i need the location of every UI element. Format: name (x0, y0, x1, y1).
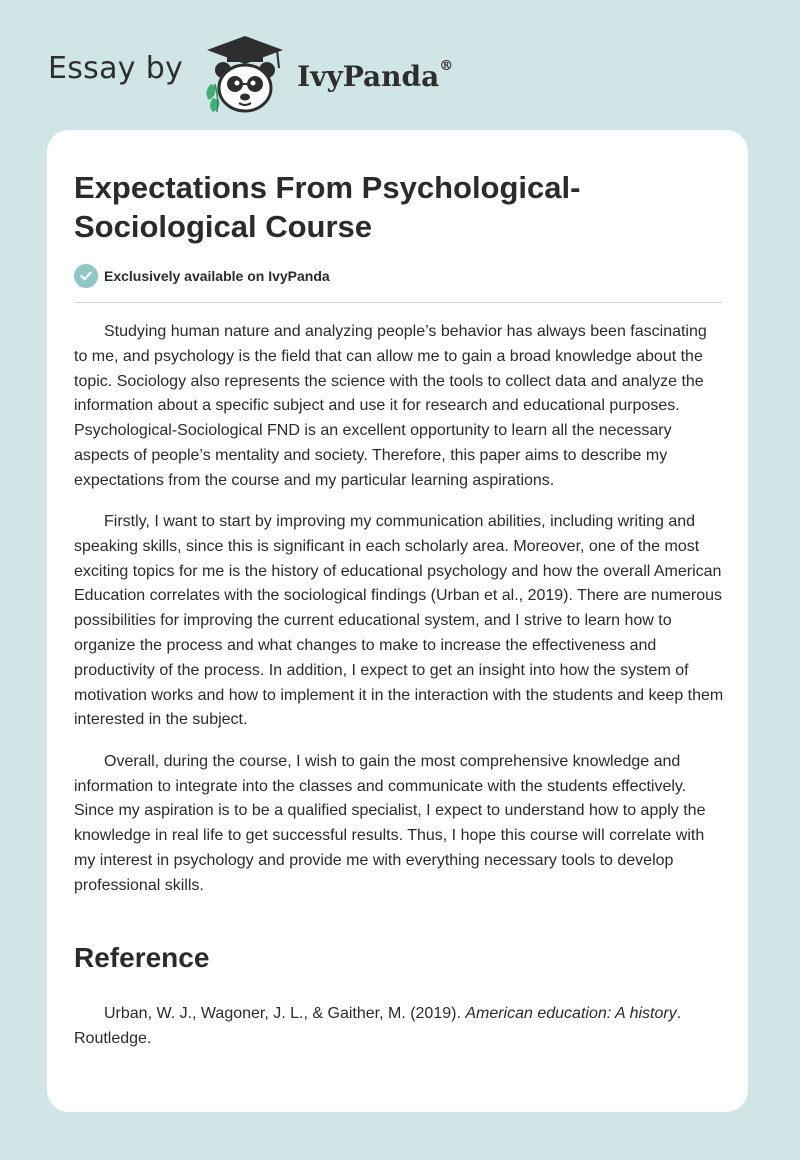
reference-book-title: American education: A history (465, 1005, 677, 1022)
paragraph: Overall, during the course, I wish to gain the most comprehensive knowledge and information to integrate into the classes and communicate with the students effectively. Since my aspiration is to be a qualified specialist, I expect to understand how to apply the knowledge in real life to get successful results. Thus, I hope this course will correlate with my interest in psychology and provide me with everything necessary tools to develop professional skills. (74, 752, 706, 894)
reference-publisher: . Routledge. (74, 1005, 682, 1047)
site-header (48, 34, 453, 114)
reference-authors: Urban, W. J., Wagoner, J. L., & Gaither, M. (2019). (104, 1005, 466, 1022)
essay-by-label: Essay by (48, 50, 184, 86)
brand-text: IvyPanda (297, 59, 440, 93)
essay-card (47, 130, 748, 1112)
reference-heading: Reference (74, 942, 210, 973)
brand-name[interactable] (297, 57, 454, 93)
paragraph: Studying human nature and analyzing people’s behavior has always been fascinating to me, and psychology is the field that can allow me to gain a broad knowledge about the topic. Sociology also represents the science with the tools to collect data and analyze the information about a specific subject and use it for research and educational purposes. Psychological-Sociological FND is an excellent opportunity to learn all the necessary aspects of people’s mentality and society. Therefore, this paper aims to describe my expectations from the course and my particular learning aspirations. (74, 323, 707, 489)
essay-title: Expectations From Psychological-Sociological Course (74, 170, 581, 244)
exclusive-badge (74, 264, 330, 288)
check-icon (74, 264, 98, 288)
divider (74, 302, 722, 303)
trademark: ® (439, 57, 454, 74)
exclusive-badge-text: Exclusively available on IvyPanda (104, 268, 330, 284)
reference-entry (74, 1002, 724, 1052)
ivypanda-logo-icon[interactable] (197, 34, 293, 114)
essay-body (74, 320, 724, 915)
paragraph: Firstly, I want to start by improving my communication abilities, including writing and speaking skills, since this is significant in each scholarly area. Moreover, one of the most exciting topics for me is the history of educational psychology and how the overall American Education correlates with the sociological findings (Urban et al., 2019). There are numerous possibilities for improving the current educational system, and I strive to learn how to organize the process and what changes to make to increase the effectiveness and productivity of the process. In addition, I expect to get an insight into how the system of motivation works and how to implement it in the interaction with the students and keep them interested in the subject. (74, 513, 724, 729)
